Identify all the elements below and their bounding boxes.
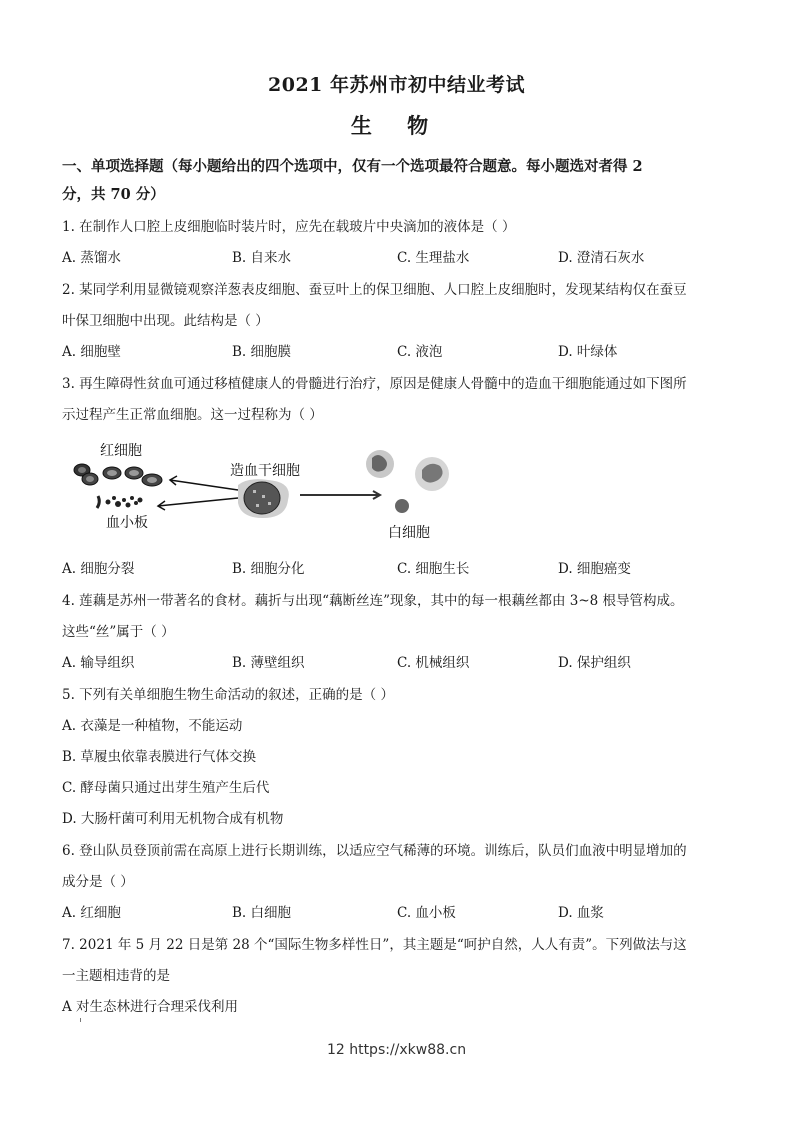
question-5-option-b: B. 草履虫依靠表膜进行气体交换 — [62, 749, 257, 765]
question-7-stem-line1: 7. 2021 年 5 月 22 日是第 28 个“国际生物多样性日”，其主题是“呵护自然，人人有责”。下列做法与这 — [62, 937, 687, 953]
question-5-option-a: A. 衣藻是一种植物，不能运动 — [62, 718, 243, 734]
question-5-stem: 5. 下列有关单细胞生物生命活动的叙述，正确的是（ ） — [62, 687, 394, 703]
label-red-blood-cells: 红细胞 — [100, 443, 142, 459]
question-2-option-b: B. 细胞膜 — [232, 344, 292, 360]
label-white-blood-cells: 白细胞 — [388, 525, 430, 541]
question-6-stem-line2: 成分是（ ） — [62, 874, 134, 890]
question-2-option-c: C. 液泡 — [397, 344, 443, 360]
question-4-stem-line1: 4. 莲藕是苏州一带著名的食材。藕折与出现“藕断丝连”现象，其中的每一根藕丝都由 3~8 根导管构成。 — [62, 593, 684, 609]
page-footer[interactable]: 12 https://xkw88.cn — [326, 1042, 467, 1058]
diagram-graphics — [70, 440, 470, 545]
question-6-option-d: D. 血浆 — [558, 905, 604, 921]
question-4-option-d: D. 保护组织 — [558, 655, 631, 671]
question-6-stem-line1: 6. 登山队员登顶前需在高原上进行长期训练，以适应空气稀薄的环境。训练后，队员们血液中明显增加的 — [62, 843, 687, 859]
question-6-option-c: C. 血小板 — [397, 905, 456, 921]
question-4-option-b: B. 薄壁组织 — [232, 655, 305, 671]
question-1-stem: 1. 在制作人口腔上皮细胞临时装片时，应先在载玻片中央滴加的液体是（ ） — [62, 219, 516, 235]
exam-title: 2021 年苏州市初中结业考试 — [268, 74, 525, 96]
question-4-option-c: C. 机械组织 — [397, 655, 470, 671]
platelets-icon — [97, 496, 143, 508]
exam-subject: 生 物 — [350, 113, 443, 138]
question-7-stem-line2: 一主题相违背的是 — [62, 968, 170, 984]
question-2-option-a: A. 细胞壁 — [62, 344, 121, 360]
question-5-option-c: C. 酵母菌只通过出芽生殖产生后代 — [62, 780, 270, 796]
question-7-option-a: A 对生态林进行合理采伐利用 — [62, 999, 239, 1015]
question-1-option-c: C. 生理盐水 — [397, 250, 470, 266]
question-3-stem-line1: 3. 再生障碍性贫血可通过移植健康人的骨髓进行治疗，原因是健康人骨髓中的造血干细胞能通过如下图所 — [62, 376, 687, 392]
section-heading-line1: 一、单项选择题（每小题给出的四个选项中，仅有一个选项最符合题意。每小题选对者得 2 — [62, 158, 643, 175]
question-5-option-d: D. 大肠杆菌可利用无机物合成有机物 — [62, 811, 284, 827]
label-platelets: 血小板 — [106, 515, 148, 531]
scan-mark — [80, 1018, 81, 1022]
section-heading-line2: 分，共 70 分） — [62, 186, 165, 203]
label-stem-cell: 造血干细胞 — [230, 463, 300, 479]
question-3-option-b: B. 细胞分化 — [232, 561, 305, 577]
blood-cell-differentiation-diagram — [70, 440, 470, 545]
question-4-option-a: A. 输导组织 — [62, 655, 135, 671]
question-1-option-a: A. 蒸馏水 — [62, 250, 121, 266]
question-2-stem-line1: 2. 某同学利用显微镜观察洋葱表皮细胞、蚕豆叶上的保卫细胞、人口腔上皮细胞时，发现某结构仅在蚕豆 — [62, 282, 687, 298]
question-3-option-c: C. 细胞生长 — [397, 561, 470, 577]
question-3-option-a: A. 细胞分裂 — [62, 561, 135, 577]
question-6-option-b: B. 白细胞 — [232, 905, 292, 921]
question-6-option-a: A. 红细胞 — [62, 905, 121, 921]
white-blood-cells-icon — [366, 450, 449, 513]
question-2-option-d: D. 叶绿体 — [558, 344, 618, 360]
question-4-stem-line2: 这些“丝”属于（ ） — [62, 624, 175, 640]
question-1-option-b: B. 自来水 — [232, 250, 292, 266]
question-1-option-d: D. 澄清石灰水 — [558, 250, 645, 266]
question-3-stem-line2: 示过程产生正常血细胞。这一过程称为（ ） — [62, 407, 323, 423]
arrow-to-platelets-icon — [158, 498, 238, 510]
arrow-to-white-cells-icon — [300, 491, 380, 499]
arrow-to-red-cells-icon — [170, 476, 238, 490]
question-3-option-d: D. 细胞癌变 — [558, 561, 631, 577]
question-2-stem-line2: 叶保卫细胞中出现。此结构是（ ） — [62, 313, 269, 329]
red-blood-cells-icon — [74, 464, 162, 486]
stem-cell-icon — [238, 479, 289, 518]
